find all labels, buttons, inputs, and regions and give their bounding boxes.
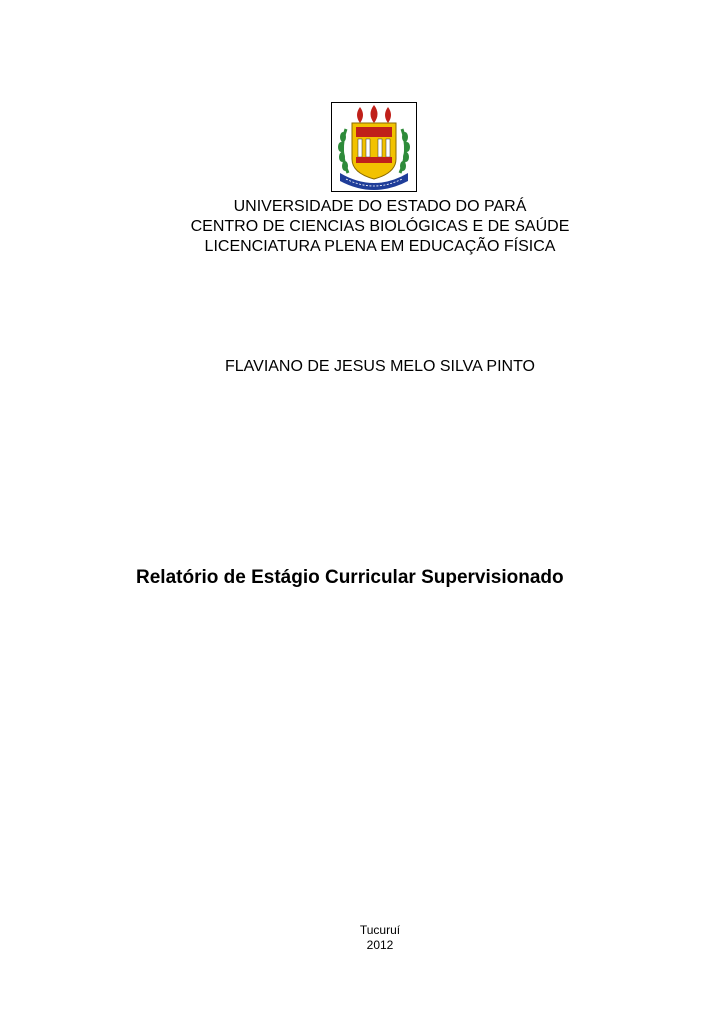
city: Tucuruí bbox=[359, 923, 401, 937]
university-crest-icon bbox=[332, 103, 416, 191]
year: 2012 bbox=[366, 938, 394, 952]
center-name: CENTRO DE CIENCIAS BIOLÓGICAS E DE SAÚDE bbox=[190, 218, 570, 235]
report-title: Relatório de Estágio Curricular Supervisionado bbox=[136, 567, 564, 588]
university-logo bbox=[331, 102, 417, 192]
author-name: FLAVIANO DE JESUS MELO SILVA PINTO bbox=[224, 358, 535, 375]
course-name: LICENCIATURA PLENA EM EDUCAÇÃO FÍSICA bbox=[204, 238, 556, 255]
university-name: UNIVERSIDADE DO ESTADO DO PARÁ bbox=[233, 198, 527, 215]
